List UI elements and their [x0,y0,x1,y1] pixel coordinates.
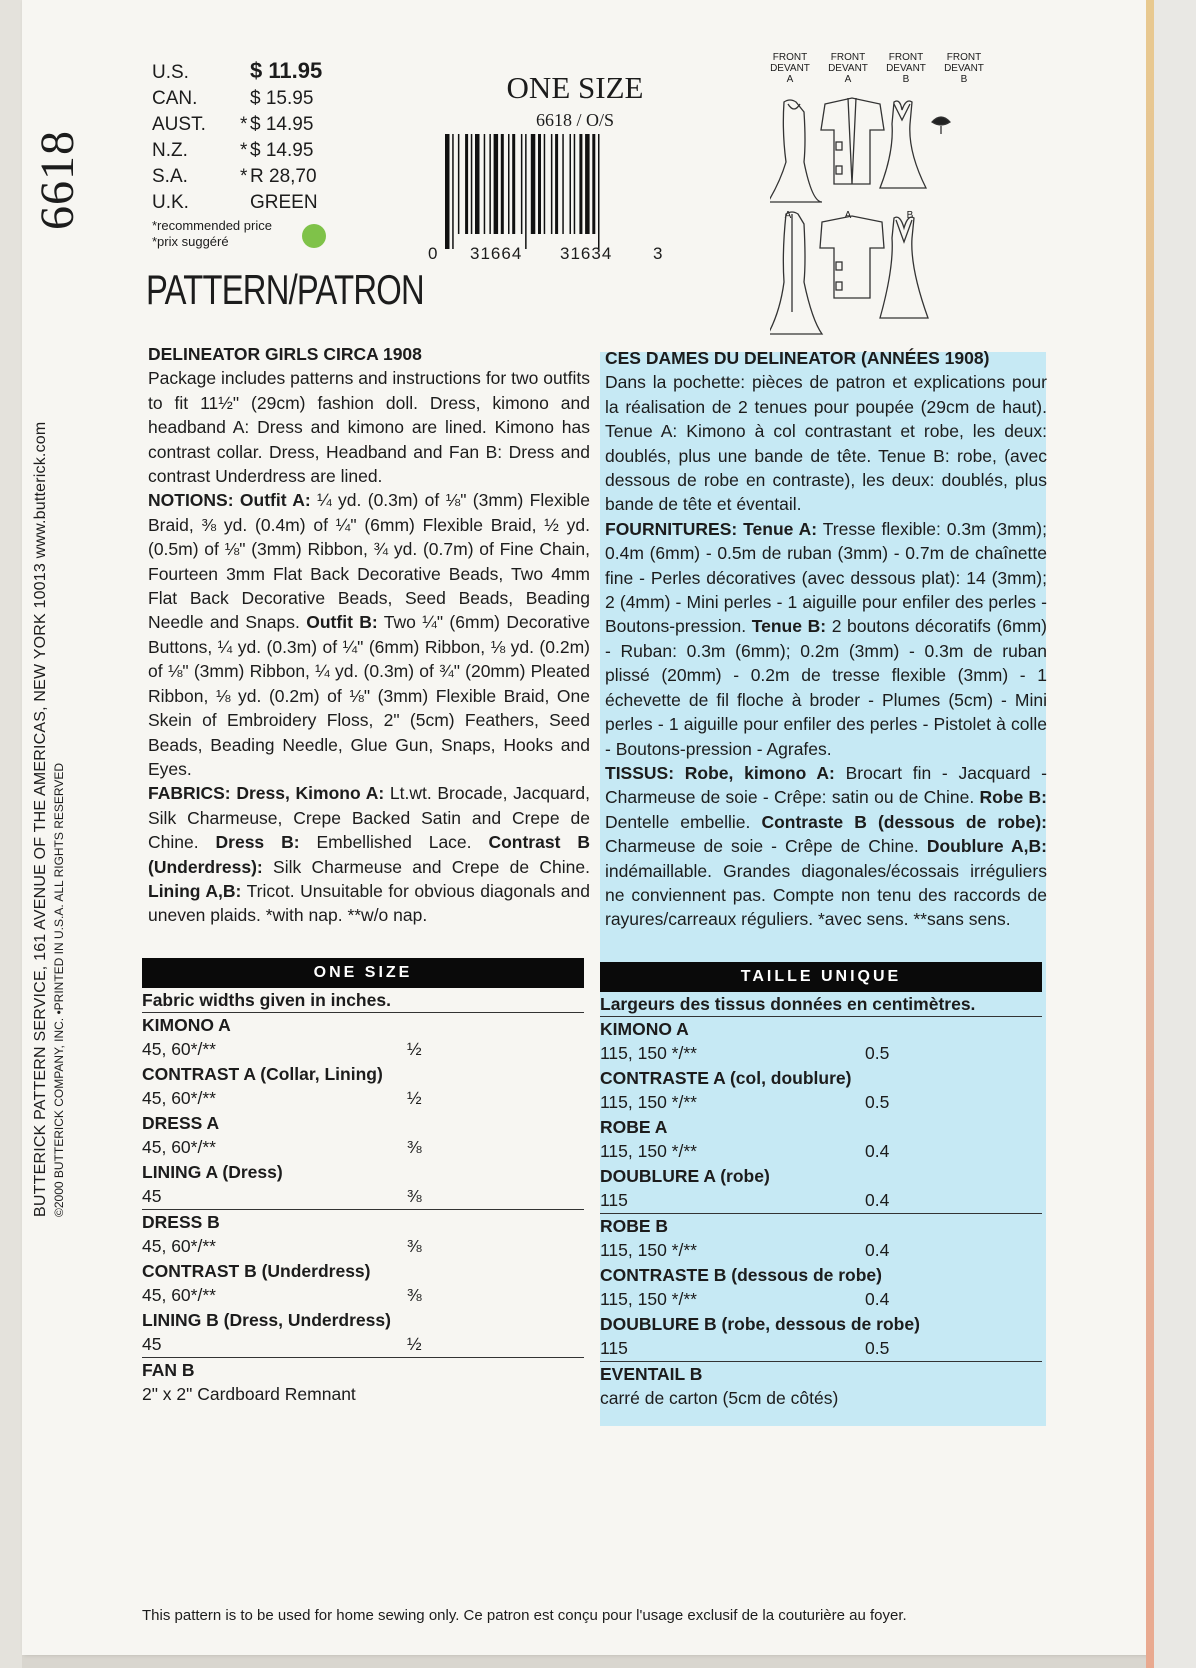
barcode-bar [538,134,541,234]
fabric-width: 45 [142,1186,162,1206]
fabric-yardage-row [142,1283,584,1308]
fan-heading-french: EVENTAIL B [600,1364,703,1384]
barcode-bar [471,134,473,234]
fabric-heading: DOUBLURE B (robe, dessous de robe) [600,1314,920,1334]
english-title: DELINEATOR GIRLS CIRCA 1908 [148,344,422,364]
barcode-bar [465,134,468,234]
barcode-bar [544,134,546,234]
style-number: 6618 [31,130,84,230]
fabric-yardage-row [142,1332,584,1358]
dress-a-back-icon [770,212,822,334]
barcode-bar [458,134,460,234]
fabric-width: 45, 60*/** [142,1088,216,1108]
footer-notice: This pattern is to be used for home sewing only. Ce patron est conçu pour l'usage exclusif de la couturière au foyer. [142,1607,907,1624]
price-country: U.S. [152,62,189,83]
english-description [148,342,590,928]
fan-b-icon [932,117,950,134]
fabric-yardage-row [600,1139,1042,1164]
fabric-heading: ROBE A [600,1117,668,1137]
price-country: AUST. [152,114,206,135]
price-star: * [240,166,248,187]
fabric-heading: ROBE B [600,1216,669,1236]
barcode-bar [585,134,590,234]
yardage-bar-french: TAILLE UNIQUE [600,962,1042,992]
publisher-sidebar [32,117,82,1217]
barcode-bar [445,134,450,249]
price-note [152,218,342,250]
price-list [152,58,332,250]
price-country: N.Z. [152,140,188,161]
english-notions: NOTIONS: Outfit A: ¼ yd. (0.3m) of ⅛" (3mm) Flexible Braid, ⅜ yd. (0.4m) of ¼" (6mm) Flexible Braid, ½ yd. (0.5m) of ⅛" (3mm) Ribbon, ¾ yd. (0.7m) of Fine Chain, Fourteen 3mm Flat Back Decorative Beads, Two 4mm Flat Back Decorative Beads, Seed Beads, Beading Needle and Snaps. Outfit B: Two ¼" (6mm) Decorative Buttons, ¼ yd. (0.3m) of ¼" (6mm) Ribbon, ⅛ yd. (0.2m) of ⅛" (3mm) Ribbon, ¼ yd. (0.3m) of ¾" (20mm) Pleated Ribbon, ⅛ yd. (0.2m) of ⅛" (3mm) Flexible Braid, One Skein of Embroidery Floss, 2" (5cm) Feathers, Seed Beads, Beading Needle, Glue Gun, Snaps, Hooks and Eyes. [148,490,590,779]
fabric-heading: KIMONO A [600,1019,689,1039]
size-code: 6618 / O/S [535,110,614,130]
fabric-yardage-row [600,1188,1042,1214]
fabric-yardage-row [600,1287,1042,1312]
kimono-a-front-icon [821,98,884,184]
barcode-bar [489,134,491,234]
barcode-bar [598,134,600,249]
barcode-bar [512,134,515,234]
barcode-bar [484,134,486,234]
yardage-bar-english: ONE SIZE [142,958,584,988]
fabric-yardage-row [600,1238,1042,1263]
barcode [445,134,665,249]
fabric-amount: 0.4 [865,1141,890,1161]
dress-b-back-icon [880,217,928,318]
yardage-table-english [142,958,584,1407]
fabric-yardage-row [600,1336,1042,1362]
fan-heading: FAN B [142,1360,195,1380]
fabric-width: 115, 150 */** [600,1141,697,1161]
fabric-amount: 0.5 [865,1043,890,1063]
barcode-digit-left: 0 [428,244,439,263]
price-row [152,188,332,214]
fabric-yardage-row [142,1234,584,1259]
barcode-bar [574,134,576,234]
fabric-width: 115, 150 */** [600,1043,697,1063]
french-description [605,346,1047,932]
price-row [152,84,332,110]
price-country: CAN. [152,88,198,109]
french-title: CES DAMES DU DELINEATOR (ANNÉES 1908) [605,348,990,368]
english-intro: Package includes patterns and instructions for two outfits to fit 11½" (29cm) fashion doll. Dress, kimono and headband A: Dress and kimono are lined. Kimono has contrast collar. Dress, Headband and Fan B: Dress and contrast Underdress are lined. [148,368,590,487]
yardage-subtitle-french: Largeurs des tissus données en centimètres. [600,992,1042,1017]
fabric-width: 115, 150 */** [600,1240,697,1260]
suggested-note: *prix suggéré [152,234,229,249]
fabric-yardage-row [600,1041,1042,1066]
envelope-right-edge [1146,0,1196,1668]
fan-text-french: carré de carton (5cm de côtés) [600,1388,839,1408]
price-value: $ 14.95 [250,114,314,135]
barcode-bar [579,134,582,234]
price-star: * [240,114,248,135]
barcode-bar [570,134,572,234]
price-value: R 28,70 [250,166,317,187]
price-value: $ 11.95 [250,58,323,83]
back-sketch-label: B [906,210,914,221]
sketch-label: FRONT DEVANT A [828,52,868,85]
barcode-bar [531,134,536,234]
barcode-bar [508,134,510,234]
yardage-subtitle-english: Fabric widths given in inches. [142,988,584,1013]
fabric-width: 115, 150 */** [600,1289,697,1309]
barcode-digit-right: 3 [653,244,664,263]
price-value: $ 15.95 [250,88,314,109]
fabric-width: 45 [142,1334,162,1354]
envelope-left-edge [0,0,22,1668]
fabric-amount: 0.4 [865,1240,890,1260]
barcode-bar [521,134,523,234]
copyright-line: ©2000 BUTTERICK COMPANY, INC. •PRINTED IN U.S.A. ALL RIGHTS RESERVED [52,762,66,1217]
fabric-yardage-row [142,1184,584,1210]
barcode-bar [592,134,595,234]
recommended-note: *recommended price [152,218,272,233]
publisher-address: BUTTERICK PATTERN SERVICE, 161 AVENUE OF THE AMERICAS, NEW YORK 10013 www.butterick.com [32,421,49,1217]
barcode-bar [475,134,480,234]
price-country: U.K. [152,192,189,213]
kimono-a-back-icon [820,216,884,298]
price-star: * [240,140,248,161]
fabric-amount: 0.5 [865,1338,890,1358]
fabric-yardage-row [600,1090,1042,1115]
fabric-heading: CONTRASTE B (dessous de robe) [600,1265,882,1285]
fabric-amount: ½ [407,1088,422,1108]
dress-a-front-icon [770,100,822,202]
barcode-bar [501,134,504,234]
fabric-amount: 0.4 [865,1190,890,1210]
garment-sketches [770,52,1020,342]
fabric-width: 115, 150 */** [600,1092,697,1112]
brand-pattern-patron: PATTERN/PATRON [146,266,424,313]
barcode-bar [555,134,558,234]
fabric-amount: ⅜ [407,1137,422,1157]
fabric-width: 45, 60*/** [142,1039,216,1059]
fabric-heading: CONTRAST B (Underdress) [142,1261,371,1281]
barcode-bar [525,134,527,249]
back-sketch-label: A [784,210,792,221]
french-fabrics: TISSUS: Robe, kimono A: Brocart fin - Jacquard - Charmeuse de soie - Crêpe: satin ou de Chine. Robe B: Dentelle embellie. Contraste B (dessous de robe): Charmeuse de soie - Crêpe de Chine. Doublure A,B: indémaillable. Grandes diagonales/écossais irréguliers ne conviennent pas. Compte non tenu des raccords de rayures/carreaux réguliers. *avec sens. **sans sens. [605,762,1048,930]
fabric-amount: ⅜ [407,1186,422,1206]
sketch-label: FRONT DEVANT B [886,52,926,85]
fabric-amount: ½ [407,1334,422,1354]
fabric-amount: ⅜ [407,1285,422,1305]
fabric-amount: 0.4 [865,1289,890,1309]
fabric-amount: 0.5 [865,1092,890,1112]
price-row [152,136,332,162]
fabric-heading: LINING B (Dress, Underdress) [142,1310,391,1330]
fabric-heading: DRESS A [142,1113,220,1133]
barcode-bar [551,134,553,234]
fabric-width: 45, 60*/** [142,1236,216,1256]
price-row [152,58,332,84]
fabric-heading: CONTRASTE A (col, doublure) [600,1068,852,1088]
fabric-yardage-row [142,1086,584,1111]
barcode-bar [494,134,499,234]
french-intro: Dans la pochette: pièces de patron et explications pour la réalisation de 2 tenues pour poupée (29cm de haut). Tenue A: Kimono à col contrastant et robe, les deux: doublés, plus une bande de tête. Tenue B: robe, (avec dessous de robe en contraste), les deux: doublés, plus bande de tête et éventail. [605,372,1047,515]
back-sketch-label: A [844,210,852,221]
fabric-amount: ⅜ [407,1236,422,1256]
fabric-width: 115 [600,1190,628,1210]
green-dot-icon [302,224,326,248]
fabric-heading: KIMONO A [142,1015,231,1035]
sketch-label: FRONT DEVANT A [770,52,810,85]
price-row [152,110,332,136]
fabric-heading: LINING A (Dress) [142,1162,283,1182]
price-country: S.A. [152,166,188,187]
sketch-label: FRONT DEVANT B [944,52,984,85]
price-value: $ 14.95 [250,140,314,161]
barcode-digits-2: 31634 [560,244,613,263]
fabric-heading: DRESS B [142,1212,220,1232]
fabric-yardage-row [142,1037,584,1062]
english-fabrics: FABRICS: Dress, Kimono A: Lt.wt. Brocade, Jacquard, Silk Charmeuse, Crepe Backed Satin and Crepe de Chine. Dress B: Embellished Lace. Contrast B (Underdress): Silk Charmeuse and Crepe de Chine. Lining A,B: Tricot. Unsuitable for obvious diagonals and uneven plaids. *with nap. **w/o nap. [148,783,591,926]
sketch-drawings [770,52,1020,342]
fabric-width: 115 [600,1338,628,1358]
fabric-amount: ½ [407,1039,422,1059]
barcode-digits-1: 31664 [470,244,523,263]
size-title: ONE SIZE [506,70,644,105]
barcode-bar [562,134,564,234]
french-notions: FOURNITURES: Tenue A: Tresse flexible: 0.3m (3mm); 0.4m (6mm) - 0.5m de ruban (3mm) - 0.7m de chaînette fine - Perles décoratives (avec dessous plat): 14 (3mm); 2 (4mm) - Mini perles - 1 aiguille pour enfiler des perles - Boutons-pression. Tenue B: 2 boutons décoratifs (6mm) - Ruban: 0.3m (6mm); 0.2m (3mm) - 0.3m de ruban plissé (20mm) - 0.2m de tresse flexible (3mm) - 1 échevette de fil floche à broder - Plumes (5cm) - Mini perles - 1 aiguille pour enfiler des perles - Pistolet à colle - Boutons-pression - Agrafes. [605,518,1047,759]
fabric-width: 45, 60*/** [142,1285,216,1305]
fan-text: 2" x 2" Cardboard Remnant [142,1384,356,1404]
fabric-heading: CONTRAST A (Collar, Lining) [142,1064,383,1084]
barcode-bar [452,134,454,249]
yardage-table-french [600,962,1042,1411]
fabric-heading: DOUBLURE A (robe) [600,1166,770,1186]
price-row [152,162,332,188]
price-value: GREEN [250,192,318,213]
fabric-yardage-row [142,1135,584,1160]
fabric-width: 45, 60*/** [142,1137,216,1157]
dress-b-front-icon [880,101,926,188]
